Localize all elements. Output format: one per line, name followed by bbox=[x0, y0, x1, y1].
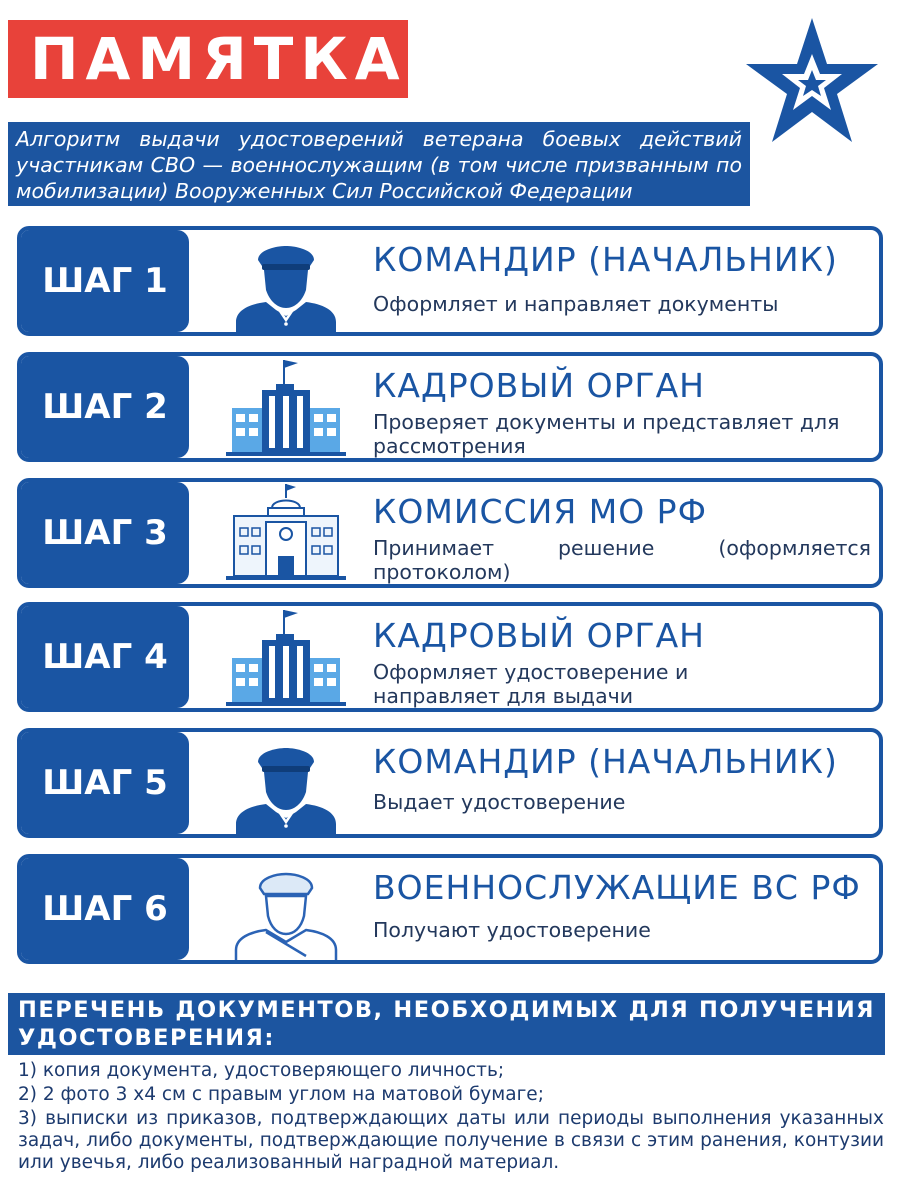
step-card-5 bbox=[17, 728, 883, 838]
subtitle: Алгоритм выдачи удостоверений ветерана боевых действий участникам СВО — военнослужащим (в том числе призванным по мобилизации) Вооруженных Сил Российской Федерации bbox=[8, 122, 750, 206]
step-label: ШАГ 3 bbox=[21, 482, 189, 584]
step-heading: КАДРОВЫЙ ОРГАН bbox=[373, 366, 705, 405]
documents-list bbox=[18, 1060, 884, 1176]
step-heading: ВОЕННОСЛУЖАЩИЕ ВС РФ bbox=[373, 868, 861, 907]
officer-icon bbox=[206, 230, 366, 332]
step-label: ШАГ 5 bbox=[21, 732, 189, 834]
step-card-4 bbox=[17, 602, 883, 712]
step-card-3 bbox=[17, 478, 883, 588]
documents-header: ПЕРЕЧЕНЬ ДОКУМЕНТОВ, НЕОБХОДИМЫХ ДЛЯ ПОЛУЧЕНИЯ УДОСТОВЕРЕНИЯ: bbox=[8, 993, 885, 1055]
step-heading: КОМИССИЯ МО РФ bbox=[373, 492, 707, 531]
step-label: ШАГ 2 bbox=[21, 356, 189, 458]
step-description: Оформляет и направляет документы bbox=[373, 292, 779, 316]
star-logo-icon bbox=[740, 14, 885, 159]
step-card-1 bbox=[17, 226, 883, 336]
building-icon bbox=[206, 606, 366, 708]
step-description: Получают удостоверение bbox=[373, 918, 651, 942]
step-heading: КАДРОВЫЙ ОРГАН bbox=[373, 616, 705, 655]
step-label: ШАГ 1 bbox=[21, 230, 189, 332]
title-banner bbox=[8, 20, 408, 98]
step-card-2 bbox=[17, 352, 883, 462]
step-heading: КОМАНДИР (НАЧАЛЬНИК) bbox=[373, 240, 838, 279]
list-item: 2) 2 фото 3 х4 см с правым углом на матовой бумаге; bbox=[18, 1084, 544, 1105]
list-item: 1) копия документа, удостоверяющего личность; bbox=[18, 1060, 505, 1081]
step-description: Выдает удостоверение bbox=[373, 790, 626, 814]
building-icon bbox=[206, 356, 366, 458]
step-description: Оформляет удостоверение и направляет для выдачи bbox=[373, 660, 689, 708]
step-label: ШАГ 4 bbox=[21, 606, 189, 708]
step-label: ШАГ 6 bbox=[21, 858, 189, 960]
soldier-outline-icon bbox=[206, 858, 366, 960]
step-heading: КОМАНДИР (НАЧАЛЬНИК) bbox=[373, 742, 838, 781]
step-description: Проверяет документы и представляет для рассмотрения bbox=[373, 410, 840, 458]
page-title: ПАМЯТКА bbox=[30, 25, 407, 93]
step-card-6 bbox=[17, 854, 883, 964]
list-item: 3) выписки из приказов, подтверждающих даты или периоды выполнения указанных задач, либо документы, подтверждающие получение в связи с этим ранения, контузии или увечья, либо реализованный наградной материал. bbox=[18, 1108, 884, 1173]
step-description: Принимает решение (оформляется протоколом) bbox=[373, 536, 871, 584]
government-building-icon bbox=[206, 482, 366, 584]
officer-icon bbox=[206, 732, 366, 834]
